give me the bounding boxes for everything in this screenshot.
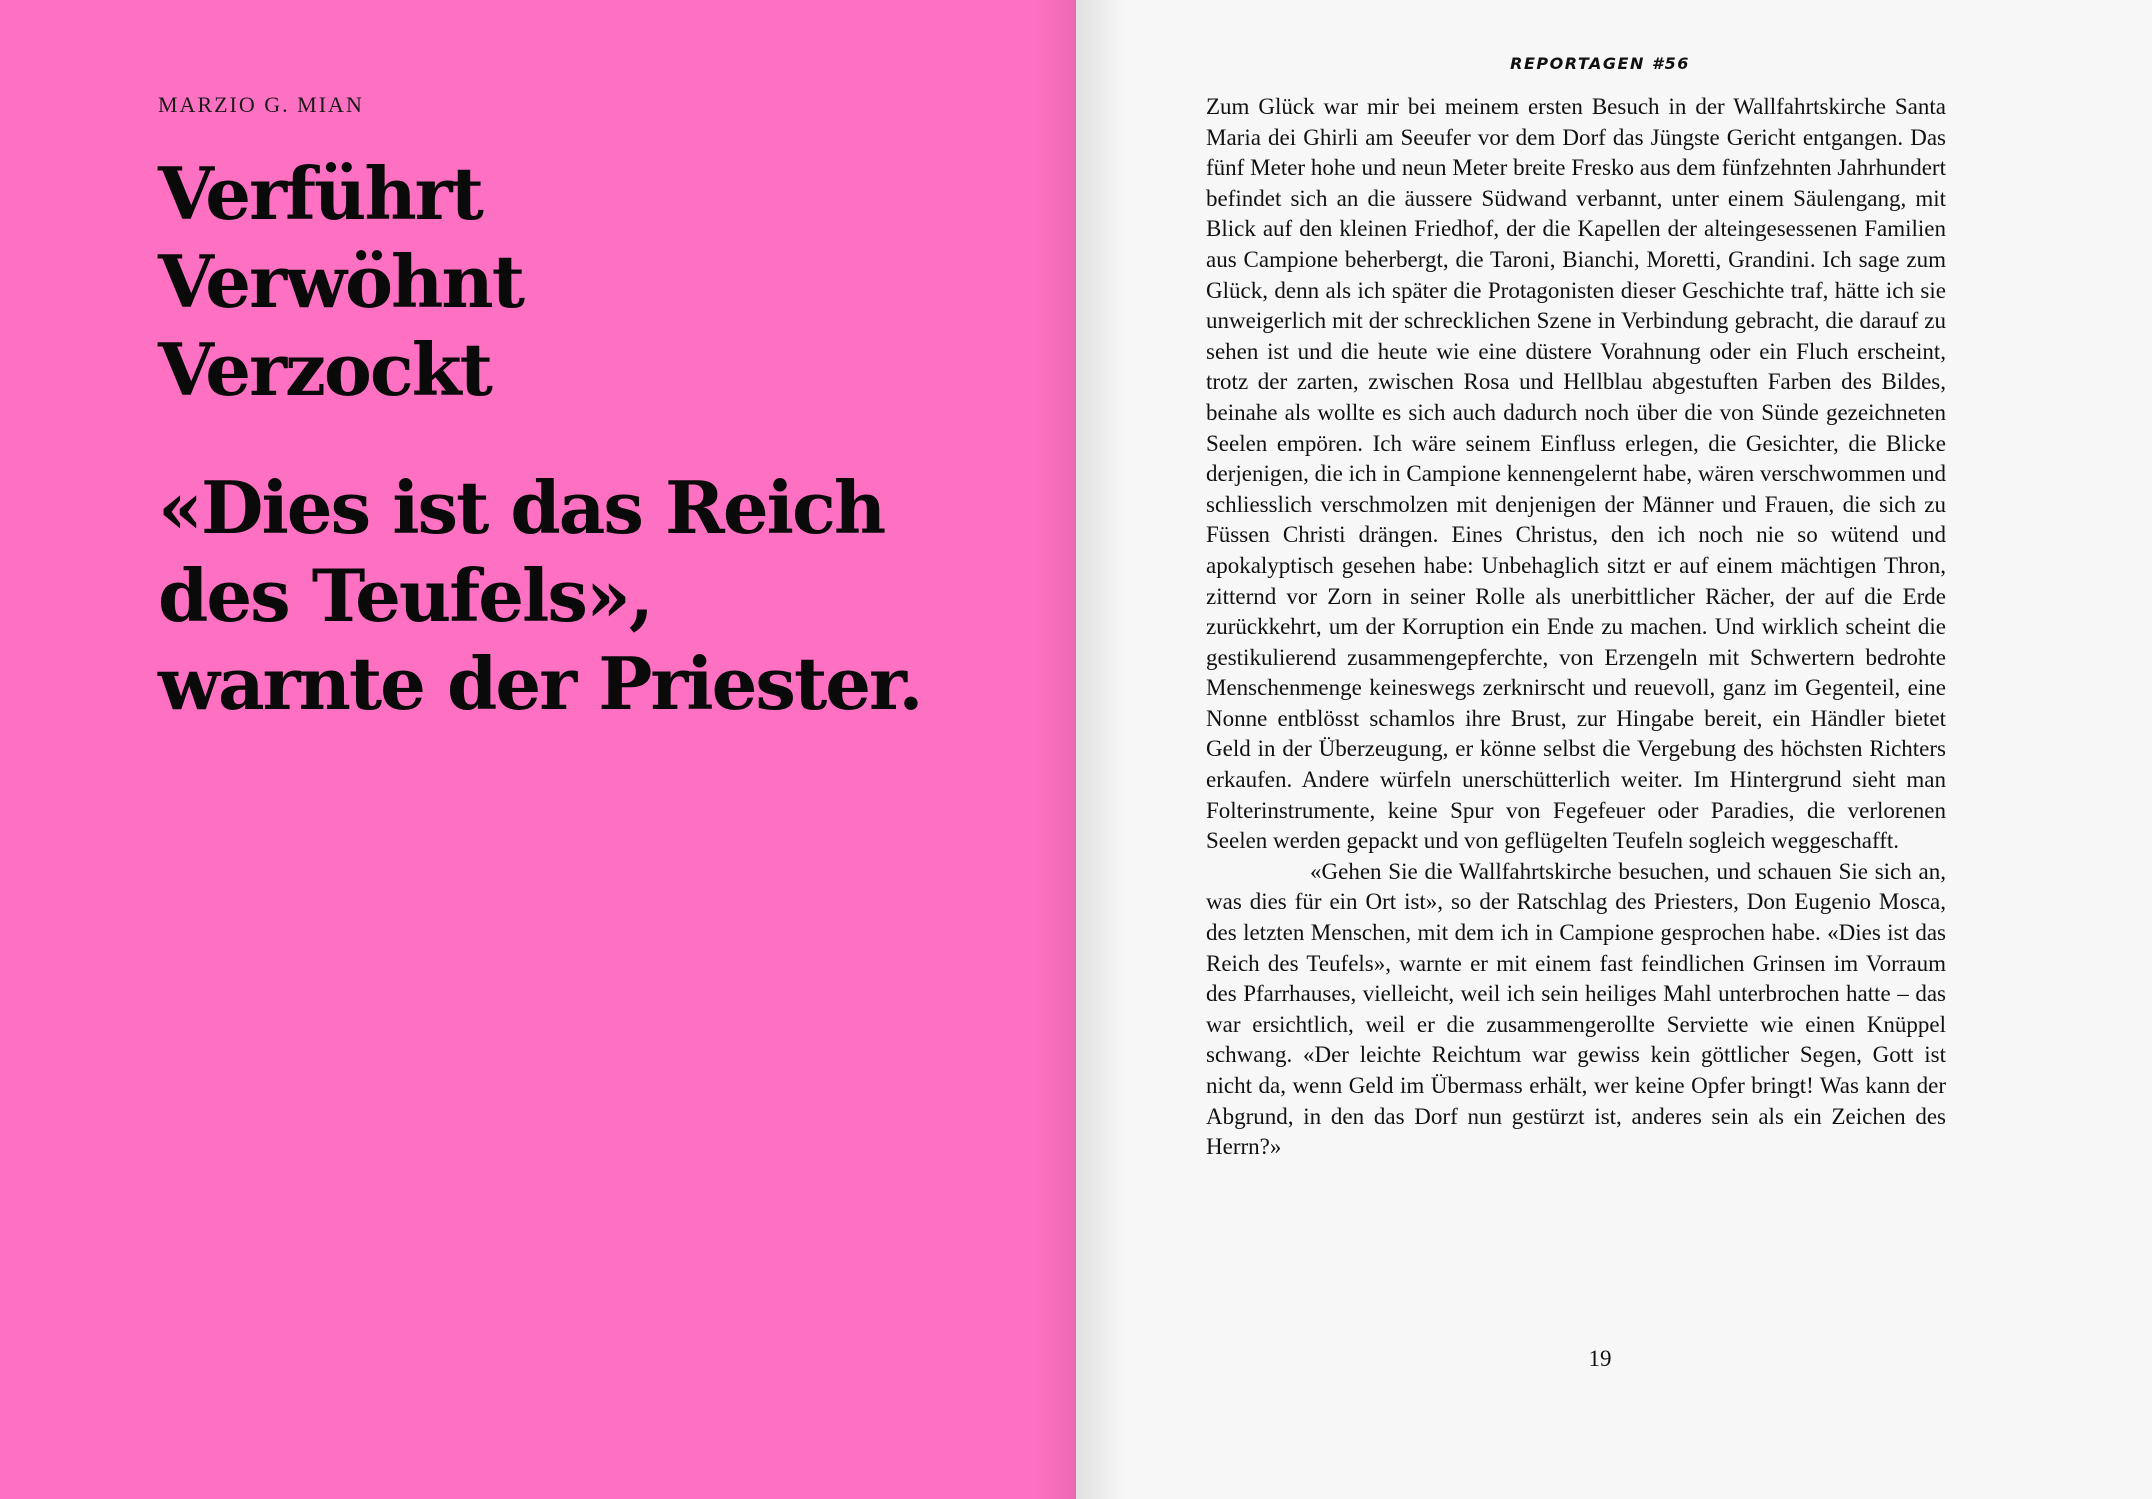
pull-quote-line: des Teufels», (158, 553, 652, 638)
title-line: Verführt (158, 151, 482, 236)
article-title (158, 150, 1038, 728)
author-name: MARZIO G. MIAN (158, 92, 364, 117)
body-text (1206, 92, 1946, 1163)
page-number: 19 (1588, 1346, 1612, 1371)
pull-quote-line: warnte der Priester. (158, 641, 922, 726)
running-head: REPORTAGEN #56 (1510, 54, 1690, 73)
pull-quote-line: «Dies ist das Reich (158, 465, 885, 550)
body-paragraph: Zum Glück war mir bei meinem ersten Besuch in der Wallfahrtskirche Santa Maria dei Ghirli am Seeufer vor dem Dorf das Jüngste Gericht entgangen. Das fünf Meter hohe und neun Meter breite Fresko aus dem fünfzehnten Jahrhundert befindet sich an die äussere Südwand verbannt, unter einem Säulengang, mit Blick auf den kleinen Friedhof, der die Kapellen der alteingesessenen Familien aus Campione beherbergt, die Taroni, Bianchi, Moretti, Grandini. Ich sage zum Glück, denn als ich später die Protagonisten dieser Geschichte traf, hätte ich sie unweigerlich mit der schrecklichen Szene in Verbindung gebracht, die darauf zu sehen ist und die heute wie eine düstere Vorahnung oder ein Fluch erscheint, trotz der zarten, zwischen Rosa und Hellblau abgestuften Farben des Bildes, beinahe als wollte es sich auch dadurch noch über die von Sünde gezeichneten Seelen empören. Ich wäre seinem Einfluss erlegen, die Gesichter, die Blicke derjenigen, die ich in Campione kennengelernt habe, wären verschwommen und schliesslich verschmolzen mit denjenigen der Männer und Frauen, die sich zu Füssen Christi drängen. Eines Christus, den ich noch nie so wütend und apokalyptisch gesehen habe: Unbehaglich sitzt er auf einem mächtigen Thron, zitternd vor Zorn in seiner Rolle als unerbittlicher Rächer, der auf die Erde zurückkehrt, um der Korruption ein Ende zu machen. Und wirklich scheint die gestikulierend zusammengepferchte, von Erzengeln mit Schwertern bedrohte Menschenmenge keineswegs zerknirscht und reuevoll, ganz im Gegenteil, eine Nonne entblösst schamlos ihre Brust, zur Hingabe bereit, ein Händler bietet Geld in der Überzeugung, er könne selbst die Vergebung des höchsten Richters erkaufen. Andere würfeln unerschütterlich weiter. Im Hintergrund sieht man Folterinstrumente, keine Spur von Fegefeuer oder Paradies, die verlorenen Seelen werden gepackt und von geflügelten Teufeln sogleich weggeschafft. (1206, 94, 1946, 854)
title-line: Verzockt (158, 327, 491, 412)
title-line: Verwöhnt (158, 239, 523, 324)
pull-quote (158, 464, 1038, 728)
body-paragraph: «Gehen Sie die Wallfahrtskirche besuchen, und schauen Sie sich an, was dies für ein Ort ist», so der Ratschlag des Priesters, Don Eugenio Mosca, des letzten Menschen, mit dem ich in Campione gesprochen habe. «Dies ist das Reich des Teufels», warnte er mit einem fast feindlichen Grinsen im Vorraum des Pfarrhauses, vielleicht, weil ich sein heiliges Mahl unterbrochen hatte – das war ersichtlich, weil er die zusammengerollte Serviette wie einen Knüppel schwang. «Der leichte Reichtum war gewiss kein göttlicher Segen, Gott ist nicht da, wenn Geld im Übermass erhält, wer keine Opfer bringt! Was kann der Abgrund, in den das Dorf nun gestürzt ist, anderes sein als ein Zeichen des Herrn?» (1206, 858, 1946, 1160)
